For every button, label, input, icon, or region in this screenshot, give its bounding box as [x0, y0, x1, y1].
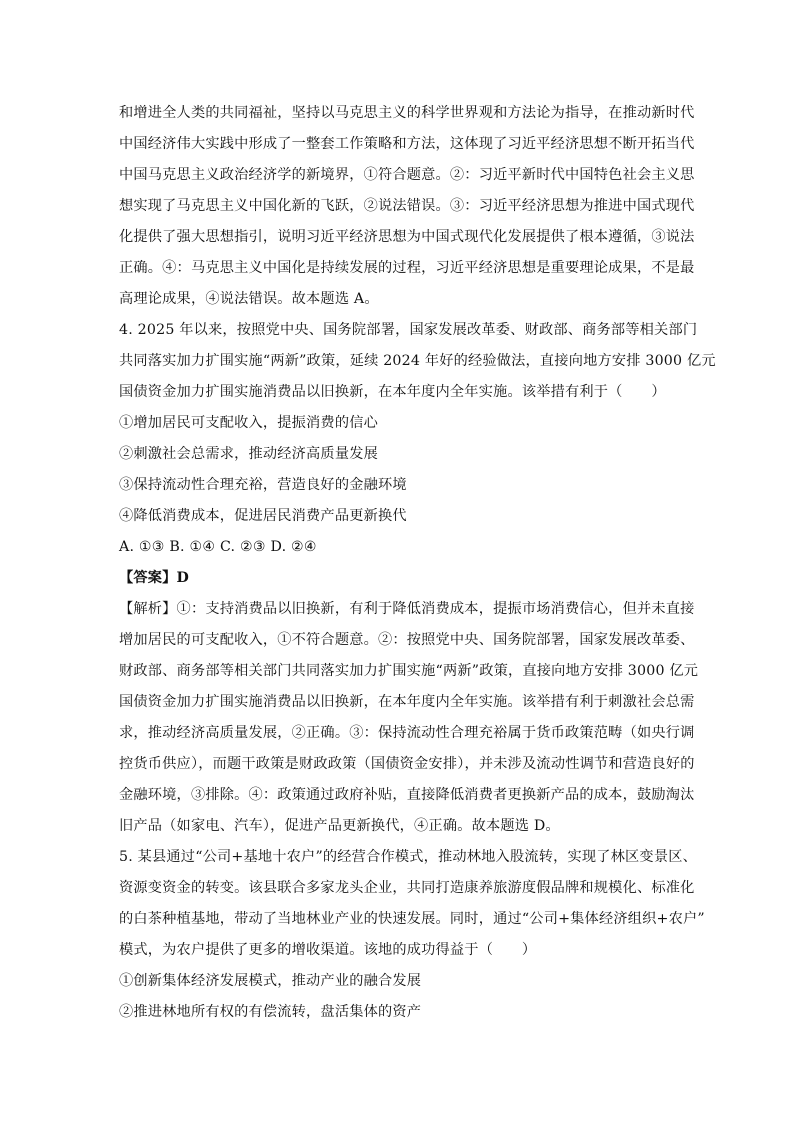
question-5-stem: 5. 某县通过“公司+基地十农户”的经营合作模式，推动林地入股流转，实现了林区变景区、 — [119, 849, 697, 865]
analysis-line: 求，推动经济高质量发展，②正确。③：保持流动性合理充裕属于货币政策范畴（如央行调 — [119, 725, 695, 741]
text-line: 想实现了马克思主义中国化新的飞跃，②说法错误。③：习近平经济思想为推进中国式现代 — [119, 198, 695, 214]
question-4-choices: A. ①③ B. ①④ C. ②③ D. ②④ — [119, 539, 317, 555]
text-line: 正确。④：马克思主义中国化是持续发展的过程，习近平经济思想是重要理论成果，不是最 — [119, 260, 695, 276]
question-5-stem: 资源变资金的转变。该县联合多家龙头企业，共同打造康养旅游度假品牌和规模化、标准化 — [119, 880, 695, 896]
analysis-line: 财政部、商务部等相关部门共同落实加力扩围实施“两新”政策，直接向地方安排 3000 亿元 — [119, 663, 699, 679]
text-line: 和增进全人类的共同福祉，坚持以马克思主义的科学世界观和方法论为指导，在推动新时代 — [119, 105, 695, 121]
question-5-stem: 模式，为农户提供了更多的增收渠道。该地的成功得益于（ ） — [119, 942, 537, 958]
question-4-stem: 国债资金加力扩围实施消费品以旧换新，在本年度内全年实施。该举措有利于（ ） — [119, 384, 666, 400]
question-5-option: ①创新集体经济发展模式，推动产业的融合发展 — [119, 973, 422, 989]
text-line: 化提供了强大思想指引，说明习近平经济思想为中国式现代化发展提供了根本遵循，③说法 — [119, 229, 695, 245]
analysis-line: 增加居民的可支配收入，①不符合题意。②：按照党中央、国务院部署，国家发展改革委、 — [119, 632, 695, 648]
analysis-line: 控货币供应），而题干政策是财政政策（国债资金安排），并未涉及流动性调节和营造良好的 — [119, 756, 695, 772]
question-4-option: ①增加居民可支配收入，提振消费的信心 — [119, 415, 378, 431]
question-4-option: ③保持流动性合理充裕，营造良好的金融环境 — [119, 477, 407, 493]
text-line: 中国经济伟大实践中形成了一整套工作策略和方法，这体现了习近平经济思想不断开拓当代 — [119, 136, 695, 152]
question-4-option: ④降低消费成本，促进居民消费产品更新换代 — [119, 508, 407, 524]
question-5-stem: 的白茶种植基地，带动了当地林业产业的快速发展。同时，通过“公司+集体经济组织+农户” — [119, 911, 705, 927]
analysis-line: 国债资金加力扩围实施消费品以旧换新，在本年度内全年实施。该举措有利于刺激社会总需 — [119, 694, 695, 710]
question-4-stem: 4. 2025 年以来，按照党中央、国务院部署，国家发展改革委、财政部、商务部等相关部门 — [119, 322, 698, 338]
question-5-option: ②推进林地所有权的有偿流转，盘活集体的资产 — [119, 1004, 422, 1020]
text-line: 中国马克思主义政治经济学的新境界，①符合题意。②：习近平新时代中国特色社会主义思 — [119, 167, 695, 183]
answer-label: 【答案】D — [119, 570, 190, 586]
analysis-line: 金融环境，③排除。④：政策通过政府补贴，直接降低消费者更换新产品的成本，鼓励淘汰 — [119, 787, 695, 803]
question-4-option: ②刺激社会总需求，推动经济高质量发展 — [119, 446, 378, 462]
analysis-line: 旧产品（如家电、汽车），促进产品更新换代，④正确。故本题选 D。 — [119, 818, 560, 834]
analysis-line: 【解析】①：支持消费品以旧换新，有利于降低消费成本，提振市场消费信心，但并未直接 — [119, 601, 695, 617]
text-line: 高理论成果，④说法错误。故本题选 A。 — [119, 291, 379, 307]
question-4-stem: 共同落实加力扩围实施“两新”政策，延续 2024 年好的经验做法，直接向地方安排 3000 亿元 — [119, 353, 716, 369]
